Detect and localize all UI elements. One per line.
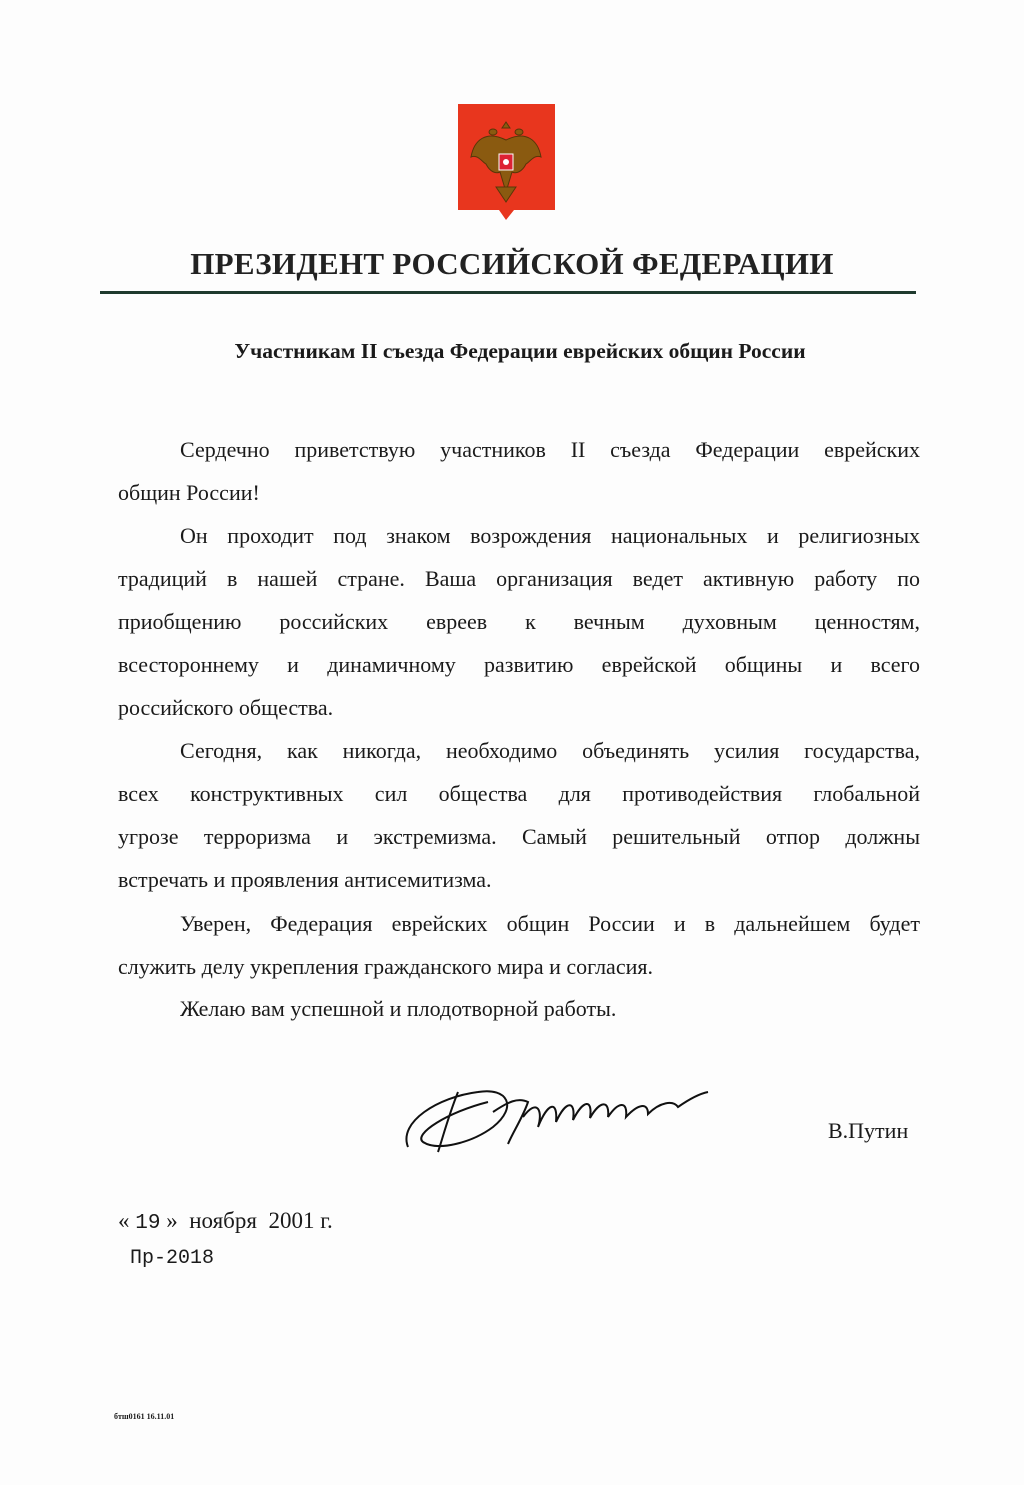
text-line: Сегодня, как никогда, необходимо объединять усилия государства,: [180, 738, 920, 763]
date-month: ноября: [189, 1208, 257, 1233]
text-line: Уверен, Федерация еврейских общин России и в дальнейшем будет: [180, 911, 920, 936]
text-line: всестороннему и динамичному развитию еврейской общины и всего: [118, 652, 920, 677]
letterhead-title: ПРЕЗИДЕНТ РОССИЙСКОЙ ФЕДЕРАЦИИ: [190, 246, 834, 281]
text-line: традиций в нашей стране. Ваша организация ведет активную работу по: [118, 566, 920, 591]
text-line: Сердечно приветствую участников II съезда Федерации еврейских: [180, 437, 920, 462]
text-line: всех конструктивных сил общества для противодействия глобальной: [118, 781, 920, 806]
date-day: 19: [135, 1212, 161, 1235]
text-line: Желаю вам успешной и плодотворной работы.: [180, 996, 617, 1021]
date-open-quote: «: [118, 1208, 130, 1233]
text-line: общин России!: [118, 480, 260, 505]
text-line: Он проходит под знаком возрождения национальных и религиозных: [180, 523, 920, 548]
signer-name: В.Путин: [828, 1118, 909, 1143]
handwritten-signature: [398, 1072, 718, 1162]
letter-date: [118, 1208, 333, 1235]
text-line: встречать и проявления антисемитизма.: [118, 867, 492, 892]
paragraph-5: [118, 996, 920, 1039]
letter-addressee: Участникам II съезда Федерации еврейских общин России: [234, 339, 806, 363]
text-line: приобщению российских евреев к вечным духовным ценностям,: [118, 609, 920, 634]
text-line: угрозе терроризма и экстремизма. Самый решительный отпор должны: [118, 824, 920, 849]
coat-of-arms-emblem: [456, 102, 557, 222]
paragraph-1: [118, 437, 920, 523]
date-close-quote: »: [166, 1208, 178, 1233]
paragraph-3: [118, 738, 920, 910]
paragraph-4: [118, 911, 920, 997]
registration-number: Пр-2018: [130, 1247, 215, 1270]
paragraph-2: [118, 523, 920, 738]
letterhead-rule: [100, 291, 916, 294]
date-year: 2001 г.: [268, 1208, 333, 1233]
text-line: российского общества.: [118, 695, 334, 720]
form-code: бтш0161 16.11.01: [114, 1412, 175, 1421]
text-line: служить делу укрепления гражданского мира и согласия.: [118, 954, 653, 979]
